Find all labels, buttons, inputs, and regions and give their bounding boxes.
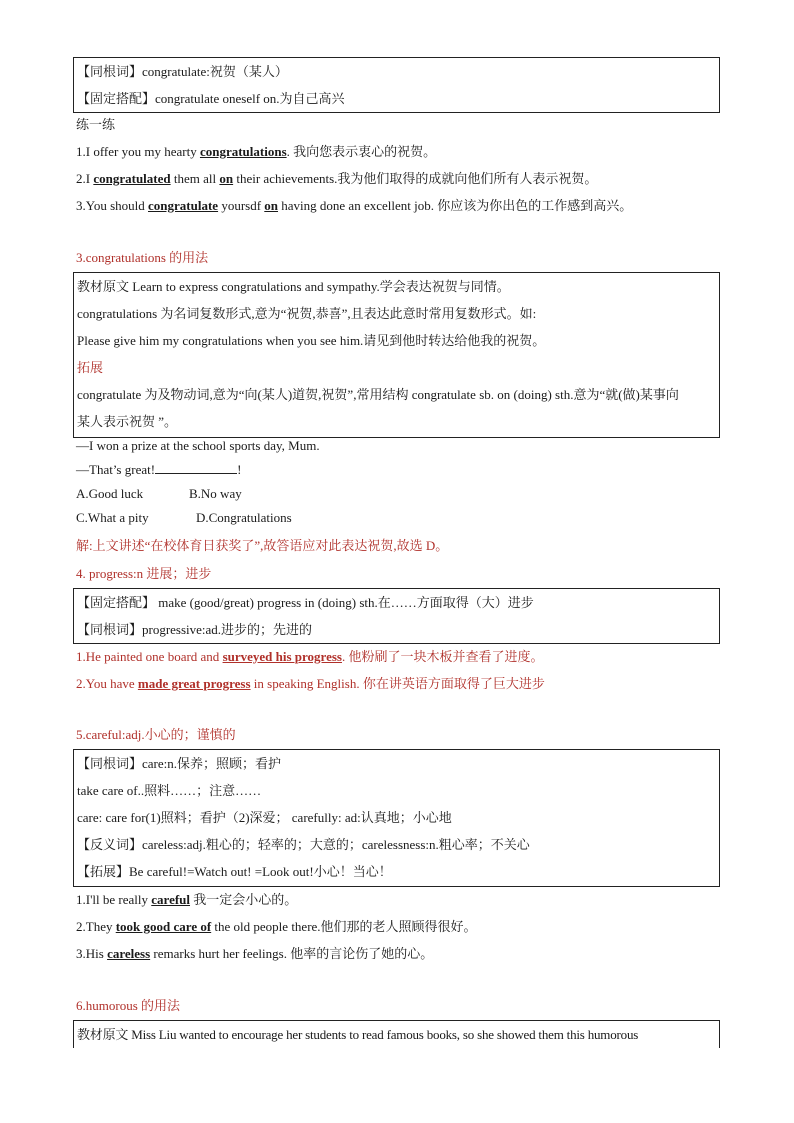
note-box-progress (73, 588, 720, 644)
option-b: B.No way (189, 486, 242, 501)
note-line: 【反义词】careless:adj.粗心的；轻率的；大意的；carelessness:n.粗心率；不关心 (77, 837, 530, 852)
practice-title: 练一练 (76, 117, 116, 132)
note-line: 某人表示祝贺 ”。 (77, 414, 178, 429)
answer-explanation: 解:上文讲述“在校体育日获奖了”,故答语应对此表达祝贺,故选 D。 (76, 538, 449, 553)
note-line: care: care for(1)照料；看护（2)深爱； carefully: ad:认真地；小心地 (77, 810, 452, 825)
example-sentence-3: 3.His careless remarks hurt her feelings. 他率的言论伤了她的心。 (76, 946, 434, 961)
note-line: 【同根词】progressive:ad.进步的；先进的 (77, 622, 313, 637)
note-line: Please give him my congratulations when you see him.请见到他时转达给他我的祝贺。 (77, 333, 546, 348)
example-sentence-1: 1.He painted one board and surveyed his progress. 他粉刷了一块木板并查看了进度。 (76, 649, 544, 664)
practice-sentence-3: 3.You should congratulate yoursdf on having done an excellent job. 你应该为你出色的工作感到高兴。 (76, 198, 633, 213)
example-sentence-1: 1.I'll be really careful 我一定会小心的。 (76, 892, 298, 907)
option-d: D.Congratulations (196, 510, 292, 525)
practice-sentence-2: 2.I congratulated them all on their achievements.我为他们取得的成就向他们所有人表示祝贺。 (76, 171, 598, 186)
example-sentence-2: 2.You have made great progress in speaking English. 你在讲英语方面取得了巨大进步 (76, 676, 545, 691)
note-box-humorous (73, 1020, 720, 1048)
practice-sentence-1: 1.I offer you my hearty congratulations. 我向您表示衷心的祝贺。 (76, 144, 437, 159)
note-line: 【拓展】Be careful!=Watch out! =Look out!小心！当心！ (77, 864, 392, 879)
note-line: 教材原文 Miss Liu wanted to encourage her students to read famous books, so she showed them this humorous (77, 1027, 639, 1042)
section-heading: 6.humorous 的用法 (76, 998, 181, 1013)
note-line: congratulate 为及物动词,意为“向(某人)道贺,祝贺”,常用结构 congratulate sb. on (doing) sth.意为“就(做)某事向 (77, 387, 679, 402)
note-box-careful (73, 749, 720, 887)
option-c: C.What a pity (76, 510, 149, 525)
section-heading: 4. progress:n 进展；进步 (76, 566, 212, 581)
note-line: 【固定搭配】congratulate oneself on.为自己高兴 (77, 91, 345, 106)
section-heading: 3.congratulations 的用法 (76, 250, 209, 265)
note-line: 【固定搭配】 make (good/great) progress in (doing) sth.在……方面取得（大）进步 (77, 595, 534, 610)
note-line: 【同根词】care:n.保养；照顾；看护 (77, 756, 282, 771)
note-line: 拓展 (77, 360, 104, 375)
note-line: 教材原文 Learn to express congratulations and sympathy.学会表达祝贺与同情。 (77, 279, 510, 294)
note-line: take care of..照料……；注意…… (77, 783, 262, 798)
question-line: —That’s great! ! (76, 462, 242, 477)
note-box-congratulations (73, 272, 720, 438)
question-line: —I won a prize at the school sports day, Mum. (76, 438, 320, 453)
example-sentence-2: 2.They took good care of the old people there.他们那的老人照顾得很好。 (76, 919, 477, 934)
note-line: 【同根词】congratulate:祝贺（某人） (77, 64, 288, 79)
option-a: A.Good luck (76, 486, 144, 501)
note-box-congratulate (73, 57, 720, 113)
section-heading: 5.careful:adj.小心的；谨慎的 (76, 727, 236, 742)
note-line: congratulations 为名词复数形式,意为“祝贺,恭喜”,且表达此意时常用复数形式。如: (77, 306, 537, 321)
answer-blank (155, 462, 237, 474)
